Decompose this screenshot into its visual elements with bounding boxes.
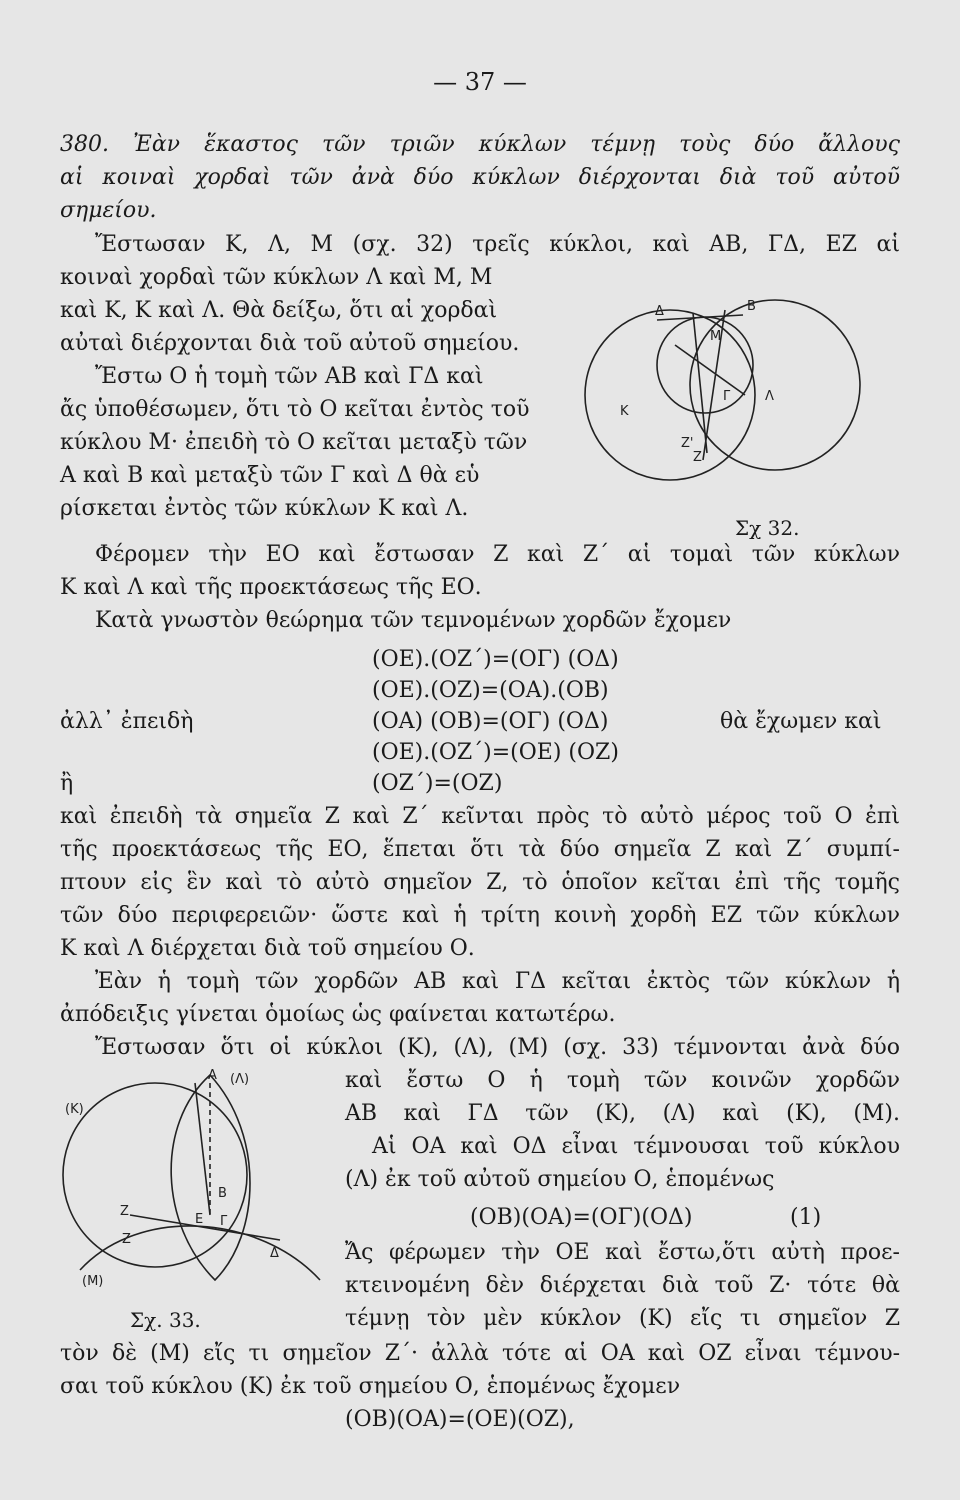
theorem-line-2: αἱ κοιναὶ χορδαὶ τῶν ἀνὰ δύο κύκλων διέρχονται διὰ τοῦ αὐτοῦ [60, 165, 900, 190]
para1-line-5: Ἔστω Ο ἡ τομὴ τῶν ΑΒ καὶ ΓΔ καὶ [95, 364, 484, 389]
para5-line-2: καὶ ἔστω Ο ἡ τομὴ τῶν κοινῶν χορδῶν [345, 1068, 900, 1093]
fig32-label-zp: Z' [681, 436, 694, 451]
page-number: — 37 — [433, 68, 527, 96]
para1-line-6: ἄς ὑποθέσωμεν, ὅτι τὸ Ο κεῖται ἐντὸς τοῦ [60, 397, 530, 422]
para5-line-4: Αἱ ΟΑ καὶ ΟΔ εἶναι τέμνουσαι τοῦ κύκλου [372, 1134, 900, 1159]
chord-oe33 [195, 1083, 210, 1215]
para4-line-1: Ἐὰν ἡ τομὴ τῶν χορδῶν ΑΒ καὶ ΓΔ κεῖται ἐκτὸς τῶν κύκλων ἡ [95, 969, 900, 994]
para5-line-3: ΑΒ καὶ ΓΔ τῶν (Κ), (Λ) καὶ (Κ), (Μ). [345, 1101, 900, 1126]
para2-line-2: Κ καὶ Λ καὶ τῆς προεκτάσεως τῆς ΕΟ. [60, 575, 482, 600]
para1-line-1: Ἔστωσαν Κ, Λ, Μ (σχ. 32) τρεῖς κύκλοι, καὶ ΑΒ, ΓΔ, ΕΖ αἱ [95, 232, 900, 257]
fig32-label-l: Λ [765, 389, 774, 404]
para1-line-8: Α καὶ Β καὶ μεταξὺ τῶν Γ καὶ Δ θὰ εὑ [60, 463, 480, 488]
para3-line-4: τῶν δύο περιφερειῶν· ὥστε καὶ ἡ τρίτη κοινὴ χορδὴ ΕΖ τῶν κύκλων [60, 903, 900, 928]
fig33-label-m: (M) [82, 1274, 104, 1289]
figure-33 [60, 1065, 340, 1310]
para1-line-7: κύκλου Μ· ἐπειδὴ τὸ Ο κεῖται μεταξὺ τῶν [60, 430, 528, 455]
para1-line-3: καὶ Κ, Κ καὶ Λ. Θὰ δείξω, ὅτι αἱ χορδαὶ [60, 298, 498, 323]
arc-m [80, 1226, 320, 1280]
equation-3-lead: ἀλλ᾽ ἐπειδὴ [60, 709, 194, 734]
para3-line-2: τῆς προεκτάσεως τῆς ΕΟ, ἕπεται ὅτι τὰ δύο σημεῖα Ζ καὶ Ζ΄ συμπί- [60, 837, 900, 862]
para6-line-2: κτεινομένη δὲν διέρχεται διὰ τοῦ Ζ· τότε θὰ [345, 1273, 900, 1298]
para3-line-1: καὶ ἐπειδὴ τὰ σημεῖα Ζ καὶ Ζ΄ κεῖνται πρὸς τὸ αὐτὸ μέρος τοῦ Ο ἐπὶ [60, 804, 900, 829]
fig32-label-z: Z [693, 450, 702, 465]
final-equation: (ΟΒ)(ΟΑ)=(ΟΕ)(ΟΖ), [345, 1407, 575, 1432]
fig33-label-z: Z [120, 1204, 129, 1219]
para6-line-4: τὸν δὲ (Μ) εἴς τι σημεῖον Ζ΄· ἀλλὰ τότε αἱ ΟΑ καὶ ΟΖ εἶναι τέμνου- [60, 1341, 900, 1366]
fig32-label-b: B [747, 299, 756, 314]
circle-l [690, 300, 860, 470]
equation-2: (ΟΕ).(ΟΖ)=(ΟΑ).(ΟΒ) [372, 678, 609, 703]
para6-line-3: τέμνῃ τὸν μὲν κύκλον (Κ) εἴς τι σημεῖον Ζ [345, 1306, 900, 1331]
para3-line-5: Κ καὶ Λ διέρχεται διὰ τοῦ σημείου Ο. [60, 936, 475, 961]
equation-5-lead: ἢ [60, 771, 74, 796]
theorem-line-1 [60, 130, 900, 160]
fig33-label-k: (K) [65, 1102, 84, 1117]
fig33-label-zp: Z [122, 1232, 131, 1247]
theorem-text-1: Ἐὰν ἕκαστος τῶν τριῶν κύκλων τέμνῃ τοὺς δύο ἄλλους [133, 132, 900, 157]
fig33-label-l: (Λ) [230, 1072, 250, 1087]
para1-line-2: κοιναὶ χορδαὶ τῶν κύκλων Λ καὶ Μ, Μ [60, 265, 493, 290]
para2-line-1: Φέρομεν τὴν ΕΟ καὶ ἔστωσαν Ζ καὶ Ζ΄ αἱ τομαὶ τῶν κύκλων [95, 542, 900, 567]
equation-4: (ΟΕ).(ΟΖ΄)=(ΟΕ) (ΟΖ) [372, 740, 619, 765]
equation-ob: (ΟΒ)(ΟΑ)=(ΟΓ)(ΟΔ) [470, 1205, 693, 1230]
fig32-label-g: Γ [723, 389, 731, 404]
circle-k33 [63, 1083, 247, 1267]
para1-line-4: αὐταὶ διέρχονται διὰ τοῦ αὐτοῦ σημείου. [60, 331, 520, 356]
chord-gd [693, 313, 707, 453]
para5-line-5: (Λ) ἐκ τοῦ αὐτοῦ σημείου Ο, ἑπομένως [345, 1167, 775, 1192]
fig32-label-m: M [710, 329, 722, 344]
para5-line-1: Ἔστωσαν ὅτι οἱ κύκλοι (Κ), (Λ), (Μ) (σχ. 33) τέμνονται ἀνὰ δύο [95, 1035, 900, 1060]
chord-extra [675, 345, 745, 395]
equation-1: (ΟΕ).(ΟΖ΄)=(ΟΓ) (ΟΔ) [372, 647, 619, 672]
equation-3: (ΟΑ) (ΟΒ)=(ΟΓ) (ΟΔ) [372, 709, 609, 734]
para2-line-3: Κατὰ γνωστὸν θεώρημα τῶν τεμνομένων χορδῶν ἔχομεν [95, 608, 732, 633]
theorem-line-3: σημείου. [60, 198, 157, 223]
para3-line-3: πτουν εἰς ἓν καὶ τὸ αὐτὸ σημεῖον Ζ, τὸ ὁποῖον κεῖται ἐπὶ τῆς τομῆς [60, 870, 900, 895]
fig32-label-k: K [620, 404, 629, 419]
fig32-caption: Σχ 32. [735, 516, 800, 540]
fig33-label-a: A [208, 1068, 217, 1083]
equation-ob-number: (1) [790, 1205, 822, 1230]
circle-m [657, 317, 753, 413]
equation-3-tail: θὰ ἔχωμεν καὶ [720, 709, 882, 734]
figure-32 [575, 285, 875, 510]
fig33-label-e: E [195, 1212, 204, 1227]
fig33-label-b: B [218, 1186, 227, 1201]
theorem-number: 380. [60, 132, 109, 157]
fig33-label-g: Γ [220, 1214, 228, 1229]
fig32-label-d: Δ [655, 304, 664, 319]
equation-5: (ΟΖ΄)=(ΟΖ) [372, 771, 503, 796]
para6-line-1: Ἄς φέρωμεν τὴν ΟΕ καὶ ἔστω,ὅτι αὐτὴ προε- [345, 1240, 900, 1265]
para1-line-9: ρίσκεται ἐντὸς τῶν κύκλων Κ καὶ Λ. [60, 496, 469, 521]
para4-line-2: ἀπόδειξις γίνεται ὁμοίως ὡς φαίνεται κατωτέρω. [60, 1002, 616, 1027]
fig33-caption: Σχ. 33. [130, 1308, 201, 1332]
para6-line-5: σαι τοῦ κύκλου (Κ) ἐκ τοῦ σημείου Ο, ἑπομένως ἔχομεν [60, 1374, 681, 1399]
fig33-label-d: Δ [270, 1246, 279, 1261]
chord-gd33 [130, 1215, 280, 1240]
